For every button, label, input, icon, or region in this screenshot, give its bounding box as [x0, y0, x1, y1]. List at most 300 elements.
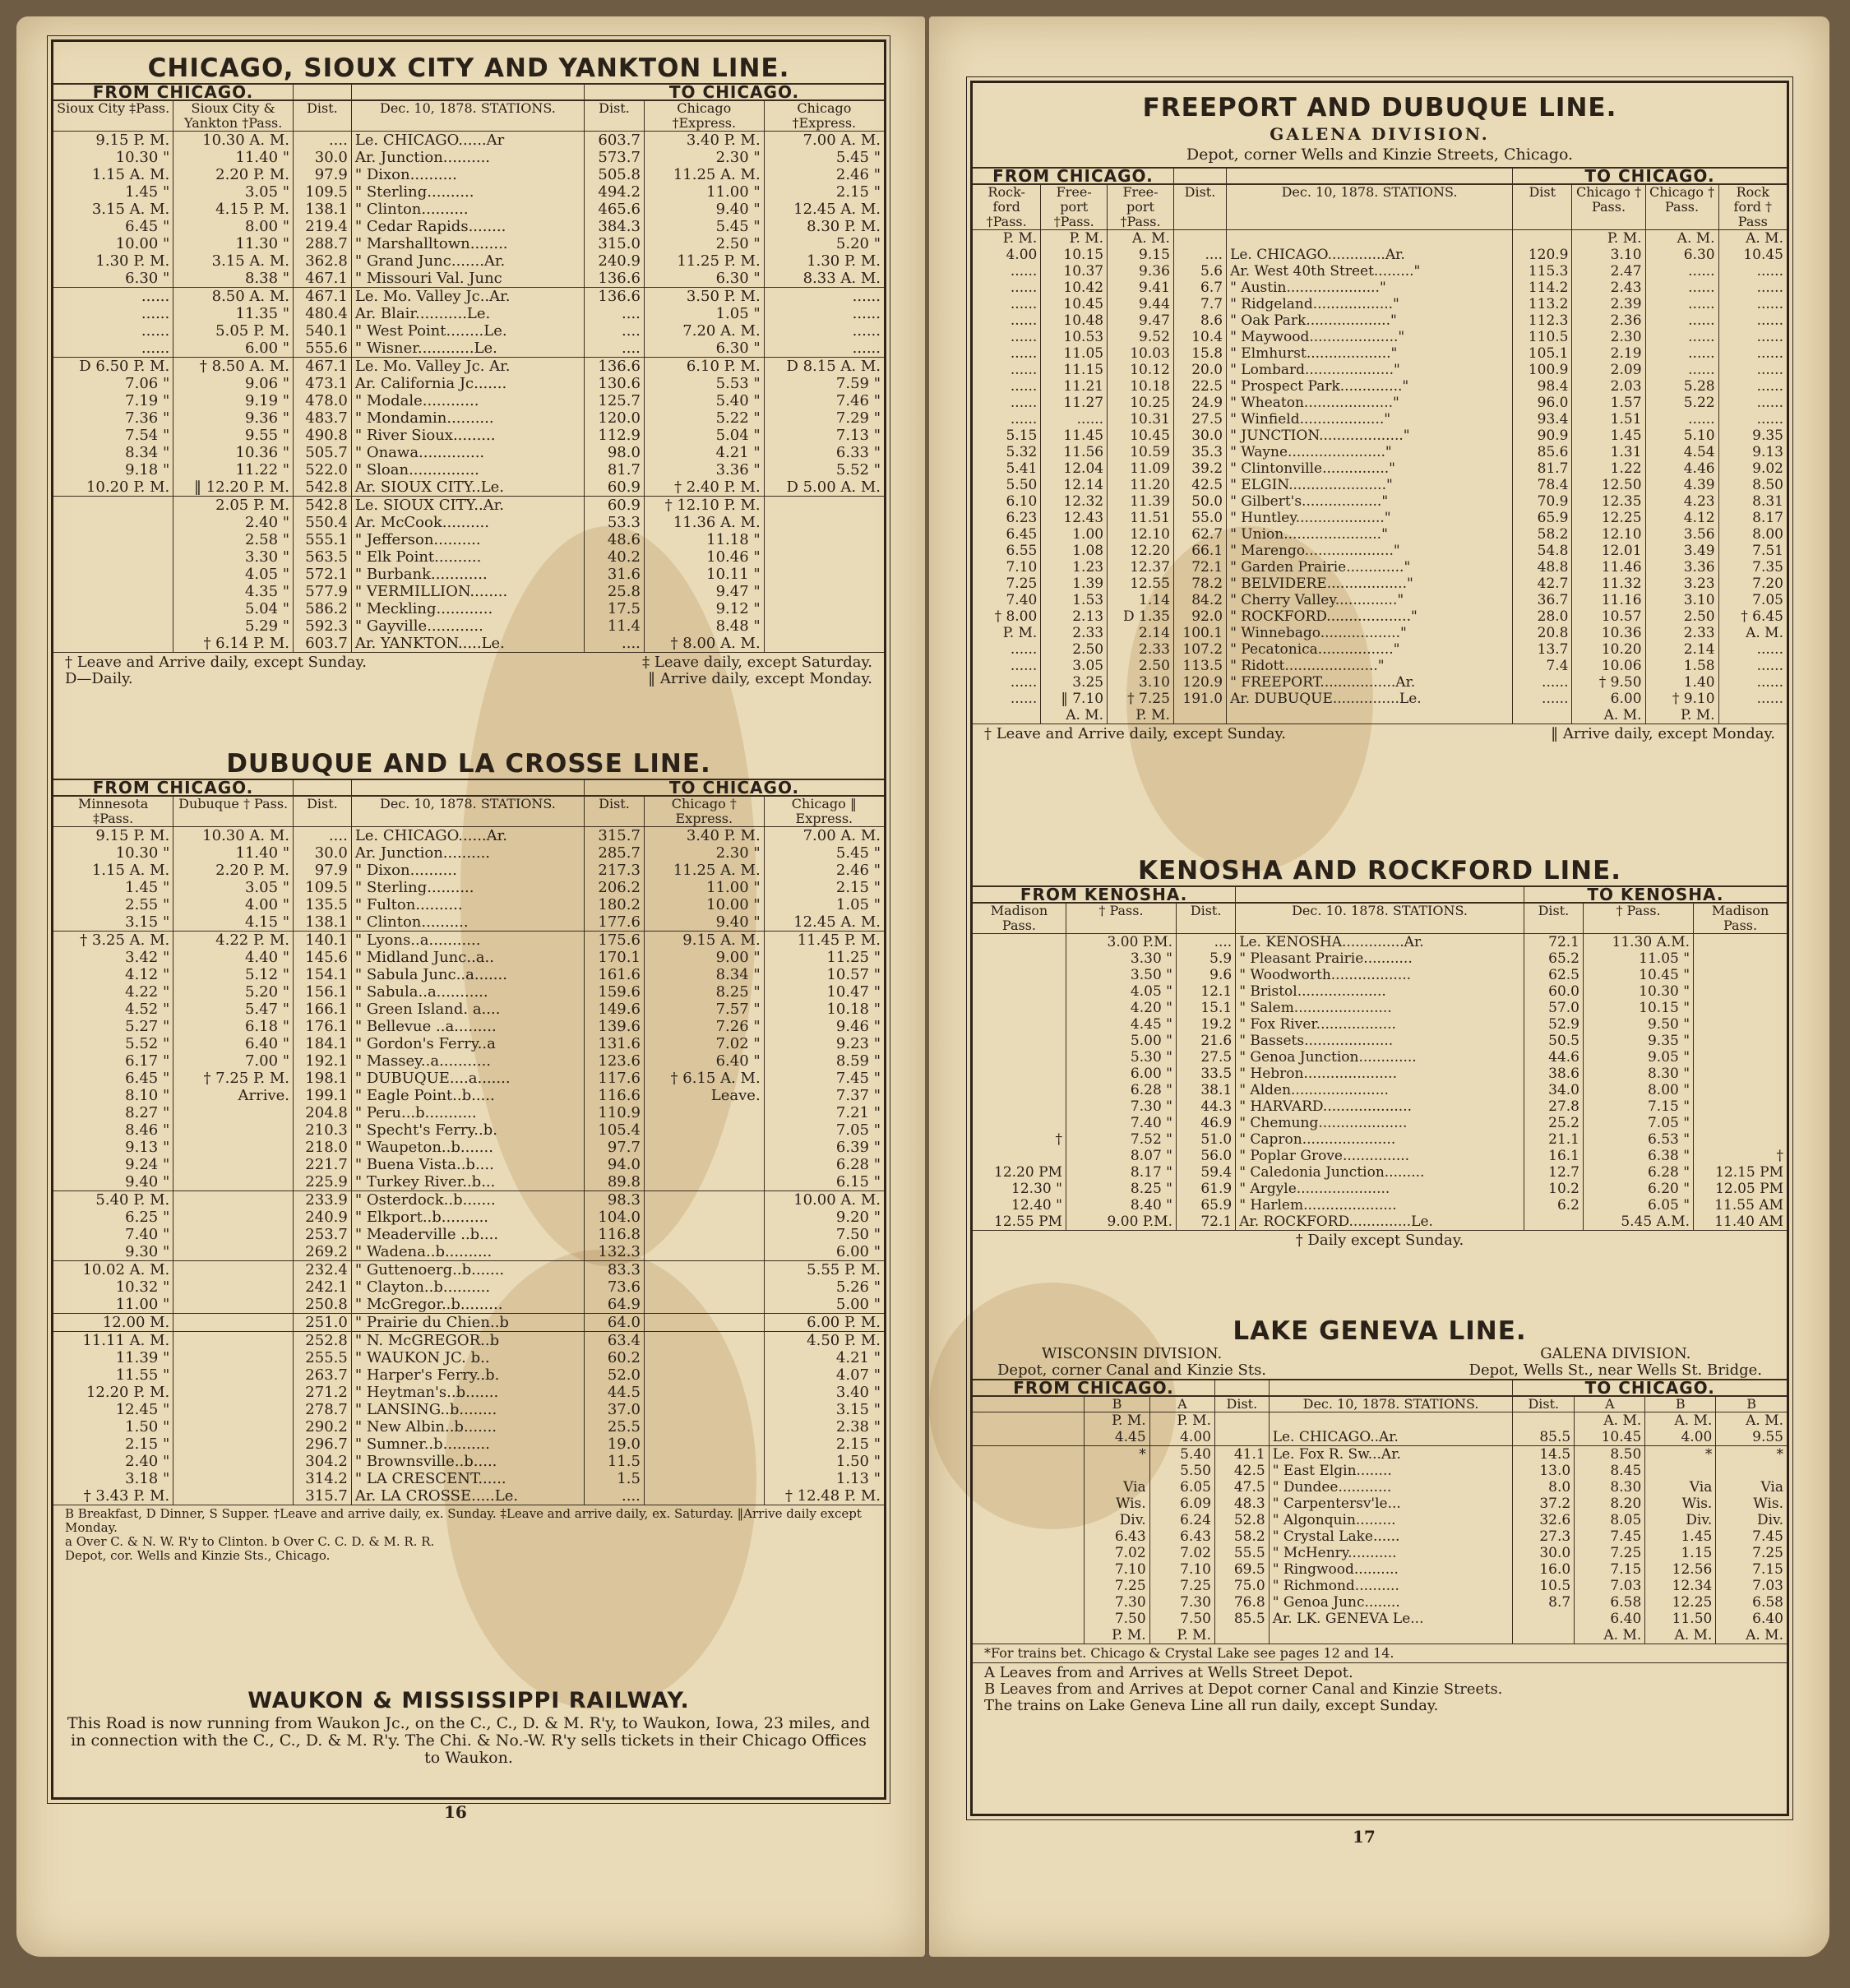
csy-section	[53, 53, 884, 689]
time-cell: 10.45	[1575, 1429, 1645, 1446]
time-cell: ......	[141, 340, 170, 357]
time-cell	[644, 1209, 764, 1226]
time-cell: 4.52 "	[125, 1001, 170, 1018]
time-cell: 12.35	[1572, 493, 1645, 510]
time-cell: 3.56	[1645, 526, 1718, 543]
time-cell: 9.12 "	[644, 600, 764, 617]
time-cell: 8.31	[1718, 493, 1787, 510]
station-cell: " Ridott....................."	[1227, 658, 1513, 674]
time-cell: † 8.00 A. M.	[644, 635, 764, 652]
time-cell: ......	[1010, 674, 1038, 691]
table-row	[973, 608, 1787, 625]
table-row	[53, 1401, 884, 1418]
column-headers	[973, 903, 1787, 934]
time-cell: 10.32 "	[115, 1278, 170, 1296]
time-cell: † 6.45	[1718, 608, 1787, 625]
time-cell: 9.40 "	[644, 913, 764, 932]
time-cell	[173, 1296, 294, 1314]
time-cell: 6.55	[1006, 543, 1038, 559]
footnote: ‖ Arrive daily, except Monday.	[1551, 725, 1775, 742]
time-cell: 25.2	[1524, 1115, 1583, 1131]
time-cell: 8.05	[1575, 1512, 1645, 1528]
table-row	[53, 635, 884, 652]
time-cell: 9.00 P.M.	[1066, 1214, 1176, 1230]
table-row	[53, 566, 884, 583]
time-cell: 8.50 A. M.	[173, 288, 294, 306]
table-row	[973, 691, 1787, 707]
time-cell: 6.30 "	[125, 270, 170, 287]
dlc-side-notes	[53, 1505, 884, 1565]
time-cell	[973, 1148, 1066, 1164]
time-cell: 98.3	[585, 1191, 645, 1209]
time-cell: 84.2	[1173, 592, 1226, 608]
station-cell: " Salem......................	[1236, 1000, 1524, 1016]
csy-title: CHICAGO, SIOUX CITY AND YANKTON LINE.	[147, 53, 790, 83]
time-cell: 219.4	[294, 218, 352, 235]
time-cell: 6.00 "	[764, 1243, 884, 1261]
time-cell: 2.50	[1108, 658, 1174, 674]
time-cell	[1716, 1463, 1787, 1479]
column-header: Chicago †Express.	[644, 100, 764, 132]
time-cell: 21.6	[1177, 1033, 1236, 1049]
station-cell: Ar. LK. GENEVA Le...	[1269, 1611, 1513, 1627]
time-cell: ......	[1010, 395, 1038, 411]
time-cell: *	[1085, 1446, 1149, 1463]
column-header: Chicago †Express.	[764, 100, 884, 132]
time-cell: 7.21 "	[764, 1104, 884, 1121]
time-cell: 10.00 "	[115, 235, 170, 252]
time-cell: 9.50 "	[1584, 1016, 1694, 1033]
time-cell	[973, 1115, 1066, 1131]
time-cell: 11.45	[1041, 428, 1108, 444]
table-row	[53, 1349, 884, 1366]
time-cell: 139.6	[585, 1018, 645, 1035]
station-cell: " Harper's Ferry..b.	[351, 1366, 584, 1384]
time-cell: 12.00 M.	[53, 1314, 173, 1332]
time-cell: 2.20 P. M.	[173, 166, 294, 183]
table-row	[53, 983, 884, 1001]
time-cell: 131.6	[585, 1035, 645, 1052]
table-row	[973, 1561, 1787, 1578]
time-cell: 7.00 "	[173, 1052, 294, 1070]
time-cell: 9.20 "	[764, 1209, 884, 1226]
table-row	[973, 543, 1787, 559]
time-cell: 10.59	[1108, 444, 1174, 460]
time-cell: 5.28	[1645, 378, 1718, 395]
station-cell: " Huntley...................."	[1227, 510, 1513, 526]
time-cell: 12.7	[1524, 1164, 1583, 1181]
table-row	[973, 247, 1787, 263]
time-cell	[973, 707, 1041, 724]
station-cell: " VERMILLION........	[351, 583, 584, 600]
time-cell: 9.15	[1108, 247, 1174, 263]
time-cell	[173, 1401, 294, 1418]
table-row	[53, 1226, 884, 1243]
galena-depot: Depot, Wells St., near Wells St. Bridge.	[1468, 1362, 1762, 1379]
time-cell: 10.4	[1173, 329, 1226, 345]
station-cell: " Pleasant Prairie...........	[1236, 950, 1524, 967]
station-cell: " ELGIN......................"	[1227, 477, 1513, 493]
time-cell: 5.27 "	[125, 1018, 170, 1035]
time-cell: 105.4	[585, 1121, 645, 1139]
station-cell: " Pecatonica................."	[1227, 641, 1513, 658]
time-cell: † 9.50	[1572, 674, 1645, 691]
time-cell	[644, 1104, 764, 1121]
time-cell: D 5.00 A. M.	[764, 479, 884, 497]
time-cell: 198.1	[294, 1070, 352, 1087]
time-cell: 5.40 P. M.	[53, 1191, 173, 1209]
time-cell: P. M.	[1085, 1627, 1149, 1644]
time-cell: 3.15 A. M.	[91, 201, 170, 218]
time-cell: 30.0	[294, 844, 352, 862]
time-cell: ....	[294, 827, 352, 845]
time-cell: 10.30 "	[115, 844, 170, 862]
time-cell: 32.6	[1513, 1512, 1575, 1528]
time-cell: 5.10	[1645, 428, 1718, 444]
time-cell: 252.8	[294, 1332, 352, 1350]
table-row	[973, 1197, 1787, 1214]
dlc-timetable	[53, 779, 884, 1505]
time-cell	[644, 1278, 764, 1296]
time-cell: 8.20	[1575, 1496, 1645, 1512]
column-header: Sioux City ‡Pass.	[53, 100, 173, 132]
footnote: B Leaves from and Arrives at Depot corner Canal and Kinzie Streets.	[984, 1681, 1503, 1698]
table-row	[53, 1191, 884, 1209]
time-cell	[1694, 1098, 1787, 1115]
to-chicago-header: TO CHICAGO.	[1513, 1380, 1787, 1396]
time-cell: 72.1	[1524, 934, 1583, 951]
table-row	[973, 1627, 1787, 1644]
time-cell: 240.9	[294, 1209, 352, 1226]
time-cell: 7.57 "	[644, 1001, 764, 1018]
time-cell	[173, 1418, 294, 1436]
time-cell: 10.15	[1041, 247, 1108, 263]
time-cell: 85.6	[1513, 444, 1572, 460]
time-cell: 8.34 "	[644, 966, 764, 983]
time-cell: † 3.43 P. M.	[83, 1487, 170, 1505]
time-cell: 467.1	[294, 288, 352, 306]
table-row	[973, 395, 1787, 411]
time-cell: 46.9	[1177, 1115, 1236, 1131]
table-row	[53, 444, 884, 461]
time-cell: A. M.	[1041, 707, 1108, 724]
from-chicago-header: FROM CHICAGO.	[973, 168, 1173, 184]
time-cell: ......	[1718, 411, 1787, 428]
time-cell	[973, 1496, 1085, 1512]
time-cell: † 9.10	[1645, 691, 1718, 707]
column-header: Rock ford † Pass	[1718, 184, 1787, 230]
time-cell: 4.23	[1645, 493, 1718, 510]
time-cell: 253.7	[294, 1226, 352, 1243]
time-cell: 10.11 "	[644, 566, 764, 583]
time-cell: 7.45	[1716, 1528, 1787, 1545]
to-chicago-header: TO CHICAGO.	[585, 779, 884, 796]
time-cell	[173, 1139, 294, 1156]
time-cell: 1.05 "	[644, 305, 764, 322]
to-chicago-header: TO CHICAGO.	[1513, 168, 1788, 184]
time-cell: 11.05 "	[1584, 950, 1694, 967]
time-cell: 12.34	[1645, 1578, 1716, 1594]
time-cell: 100.9	[1513, 362, 1572, 378]
time-cell: Wis.	[1645, 1496, 1716, 1512]
time-cell: 9.15 P. M.	[95, 827, 170, 844]
column-header: A	[1149, 1396, 1214, 1412]
table-row	[973, 1131, 1787, 1148]
time-cell: 10.36 "	[173, 444, 294, 461]
time-cell: 9.52	[1108, 329, 1174, 345]
time-cell: 480.4	[294, 305, 352, 322]
csy-footnotes	[53, 652, 884, 689]
time-cell: 285.7	[585, 844, 645, 862]
time-cell: 7.40 "	[1066, 1115, 1176, 1131]
time-cell: ......	[1010, 658, 1038, 674]
time-cell	[173, 1314, 294, 1332]
time-cell: 7.03	[1716, 1578, 1787, 1594]
time-cell: ......	[1645, 411, 1718, 428]
table-row	[53, 358, 884, 376]
time-cell: Via	[1716, 1479, 1787, 1496]
time-cell: 123.6	[585, 1052, 645, 1070]
time-cell: 250.8	[294, 1296, 352, 1314]
time-cell	[1215, 1412, 1270, 1430]
time-cell: 12.55 PM	[994, 1214, 1062, 1230]
station-cell: " Wheaton...................."	[1227, 395, 1513, 411]
time-cell: 12.10	[1108, 526, 1174, 543]
table-row	[973, 1578, 1787, 1594]
time-cell: 4.00	[1149, 1429, 1214, 1446]
time-cell	[1645, 1463, 1716, 1479]
time-cell: 5.52 "	[125, 1035, 170, 1052]
time-cell: 61.9	[1177, 1181, 1236, 1197]
time-cell: 10.30 "	[1584, 983, 1694, 1000]
time-cell	[173, 1156, 294, 1173]
table-row	[973, 1611, 1787, 1627]
time-cell: ......	[1718, 263, 1787, 280]
table-row	[973, 345, 1787, 362]
time-cell: 6.39 "	[764, 1139, 884, 1156]
table-row	[53, 1139, 884, 1156]
station-cell: " Argyle.....................	[1236, 1181, 1524, 1197]
time-cell: 3.40 P. M.	[644, 132, 764, 150]
time-cell: 64.9	[585, 1296, 645, 1314]
time-cell: 1.31	[1572, 444, 1645, 460]
time-cell: 15.8	[1173, 345, 1226, 362]
station-cell: " Fulton..........	[351, 896, 584, 913]
time-cell: 7.15	[1716, 1561, 1787, 1578]
time-cell	[644, 1173, 764, 1191]
time-cell: ......	[1718, 312, 1787, 329]
table-row	[53, 1487, 884, 1505]
time-cell: 490.8	[294, 427, 352, 444]
time-cell: 161.6	[585, 966, 645, 983]
time-cell: † 6.15 A. M.	[644, 1070, 764, 1087]
time-cell: 2.14	[1108, 625, 1174, 641]
time-cell: 180.2	[585, 896, 645, 913]
time-cell: 2.30	[1572, 329, 1645, 345]
time-cell: 483.7	[294, 409, 352, 427]
time-cell: D 6.50 P. M.	[53, 358, 173, 376]
time-cell: 2.50	[1645, 608, 1718, 625]
time-cell	[1513, 230, 1572, 247]
station-cell: " Lombard...................."	[1227, 362, 1513, 378]
fd-subtitle: GALENA DIVISION.	[1270, 124, 1490, 144]
station-cell: Le. SIOUX CITY..Ar.	[351, 497, 584, 515]
table-row	[53, 375, 884, 392]
time-cell: ......	[1718, 345, 1787, 362]
time-cell: 38.1	[1177, 1082, 1236, 1098]
column-header: Dec. 10. 1878. STATIONS.	[1236, 903, 1524, 934]
wisconsin-depot: Depot, corner Canal and Kinzie Sts.	[997, 1362, 1267, 1379]
time-cell: 11.39	[1108, 493, 1174, 510]
time-cell: 5.45 "	[644, 218, 764, 235]
table-row	[973, 592, 1787, 608]
time-cell: 52.0	[585, 1366, 645, 1384]
time-cell: 2.40 "	[173, 514, 294, 531]
time-cell	[973, 1545, 1085, 1561]
time-cell: ......	[1010, 263, 1038, 280]
time-cell: 7.35	[1718, 559, 1787, 576]
table-row	[53, 1035, 884, 1052]
time-cell: 12.45 A. M.	[764, 913, 884, 932]
time-cell: 65.2	[1524, 950, 1583, 967]
time-cell: 15.1	[1177, 1000, 1236, 1016]
time-cell: 40.2	[585, 548, 645, 566]
time-cell: 217.3	[585, 862, 645, 879]
station-cell: Le. Fox R. Sw...Ar.	[1269, 1446, 1513, 1463]
station-cell: " FREEPORT.................Ar.	[1227, 674, 1513, 691]
time-cell: 10.30 "	[115, 149, 170, 166]
time-cell: 6.00 "	[173, 340, 294, 358]
time-cell: 2.50	[1041, 641, 1108, 658]
time-cell	[173, 1243, 294, 1261]
time-cell: 48.3	[1215, 1496, 1270, 1512]
lg-footnotes	[973, 1662, 1787, 1716]
station-cell: " Algonquin.........	[1269, 1512, 1513, 1528]
time-cell: 4.15 P. M.	[173, 201, 294, 218]
time-cell: 7.13 "	[764, 427, 884, 444]
time-cell: 51.0	[1177, 1131, 1236, 1148]
column-header: † Pass.	[1066, 903, 1176, 934]
station-cell: " HARVARD....................	[1236, 1098, 1524, 1115]
time-cell: 6.00 "	[1066, 1066, 1176, 1082]
station-cell: " McGregor..b.........	[351, 1296, 584, 1314]
time-cell: 233.9	[294, 1191, 352, 1209]
station-cell: " Richmond..........	[1269, 1578, 1513, 1594]
time-cell	[764, 548, 884, 566]
time-cell: 44.5	[585, 1384, 645, 1401]
column-header: † Pass.	[1584, 903, 1694, 934]
time-cell: ......	[1010, 345, 1038, 362]
time-cell: 8.30	[1575, 1479, 1645, 1496]
column-header: B	[1085, 1396, 1149, 1412]
column-header: Dec. 10, 1878. STATIONS.	[1227, 184, 1513, 230]
time-cell: 9.02	[1718, 460, 1787, 477]
time-cell: 65.9	[1177, 1197, 1236, 1214]
time-cell: 11.22 "	[173, 461, 294, 479]
table-row	[973, 230, 1787, 247]
time-cell: 11.40 "	[173, 844, 294, 862]
time-cell: 9.35	[1718, 428, 1787, 444]
time-cell: 4.12	[1645, 510, 1718, 526]
time-cell: 5.22	[1645, 395, 1718, 411]
time-cell: 24.9	[1173, 395, 1226, 411]
time-cell: 7.15 "	[1584, 1098, 1694, 1115]
station-cell: " Meaderville ..b....	[351, 1226, 584, 1243]
time-cell: 6.28 "	[1584, 1164, 1694, 1181]
waukon-text: This Road is now running from Waukon Jc., on the C., C., D. & M. R'y, to Waukon, Iowa, 23 miles, and in connection with the C., C., D. & M. R'y. The Chi. & No.-W. R'y sells tickets in their Chicago Offices to Waukon.	[67, 1714, 871, 1767]
station-cell: " Brownsville..b.....	[351, 1453, 584, 1470]
time-cell: 9.13 "	[125, 1139, 170, 1156]
time-cell: A. M.	[1716, 1627, 1787, 1644]
time-cell: 72.1	[1173, 559, 1226, 576]
time-cell	[973, 1082, 1066, 1098]
time-cell: 6.10	[1006, 493, 1038, 510]
station-cell: " Wadena..b..........	[351, 1243, 584, 1261]
time-cell: 6.33 "	[764, 444, 884, 461]
station-cell: " Gordon's Ferry..a	[351, 1035, 584, 1052]
time-cell: 52.8	[1215, 1512, 1270, 1528]
time-cell: 8.40 "	[1066, 1197, 1176, 1214]
time-cell	[1694, 1115, 1787, 1131]
table-row	[973, 658, 1787, 674]
column-header: Dist.	[1215, 1396, 1270, 1412]
time-cell: 9.6	[1177, 967, 1236, 983]
time-cell: 10.00 "	[644, 896, 764, 913]
time-cell: 10.18	[1108, 378, 1174, 395]
time-cell: 7.02	[1085, 1545, 1149, 1561]
time-cell: A. M.	[1718, 625, 1787, 641]
station-cell: Le. CHICAGO......Ar	[351, 132, 584, 150]
time-cell	[644, 1156, 764, 1173]
time-cell: 73.6	[585, 1278, 645, 1296]
time-cell	[973, 1033, 1066, 1049]
time-cell: 1.05 "	[764, 896, 884, 913]
station-cell: " Clinton..........	[351, 913, 584, 932]
time-cell: 31.6	[585, 566, 645, 583]
footnote: † Leave and Arrive daily, except Sunday.	[65, 654, 367, 671]
time-cell: 10.57	[1572, 608, 1645, 625]
time-cell: 2.15 "	[125, 1436, 170, 1453]
station-cell: " Caledonia Junction.........	[1236, 1164, 1524, 1181]
time-cell: 7.26 "	[644, 1018, 764, 1035]
time-cell: 2.46 "	[764, 862, 884, 879]
time-cell: 9.47 "	[644, 583, 764, 600]
time-cell: 3.36	[1645, 559, 1718, 576]
time-cell: 116.6	[585, 1087, 645, 1104]
station-cell: " WAUKON JC. b..	[351, 1349, 584, 1366]
right-page	[929, 16, 1829, 1957]
time-cell: 3.15 "	[125, 913, 170, 931]
time-cell: 7.36 "	[125, 409, 170, 427]
time-cell	[973, 1512, 1085, 1528]
time-cell: 114.2	[1513, 280, 1572, 296]
column-header: Chicago † Pass.	[1645, 184, 1718, 230]
time-cell: 10.57 "	[764, 966, 884, 983]
time-cell: 7.20 A. M.	[644, 322, 764, 340]
table-row	[973, 378, 1787, 395]
station-cell: " Gayville............	[351, 617, 584, 635]
time-cell: 2.19	[1572, 345, 1645, 362]
time-cell: 10.00 A. M.	[764, 1191, 884, 1209]
table-row	[53, 913, 884, 932]
time-cell: 5.04 "	[173, 600, 294, 617]
station-cell: " Sterling..........	[351, 183, 584, 201]
column-header: Dist.	[1513, 1396, 1575, 1412]
time-cell: 11.25 P. M.	[644, 252, 764, 270]
time-cell: A. M.	[1645, 1412, 1716, 1430]
table-row	[53, 548, 884, 566]
time-cell: 5.32	[1006, 444, 1038, 460]
